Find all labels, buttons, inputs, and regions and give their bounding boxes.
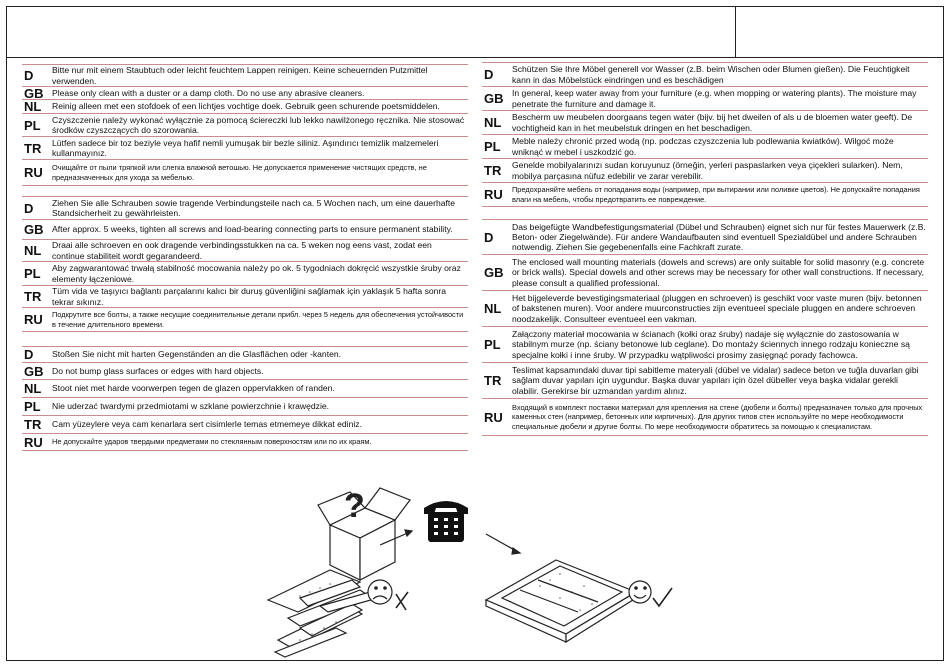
instruction-text: Please only clean with a duster or a damp cloth. Do no use any abrasive cleaners. (52, 87, 365, 98)
lang-code: TR (24, 289, 42, 304)
lang-code: PL (24, 399, 41, 414)
lang-code: PL (484, 139, 501, 154)
lang-code: D (484, 229, 494, 245)
instruction-text: Очищайте от пыли тряпкой или слегка влажной ветошью. Не допускается применение чистящих средств, не предназначенных для ухода за мебелью. (52, 163, 427, 182)
lang-code: RU (484, 409, 503, 425)
lang-code: PL (24, 266, 41, 281)
instruction-text: Het bijgeleverde bevestigingsmateriaal (pluggen en schroeven) is geschikt voor vaste muren (bijv. betonnen of bakstenen muren). Voor andere muurconstructies zijn eventueel speciale pluggen en andere schroeven noodzakelijk. Consulteer eventueel een vakman. (512, 293, 922, 324)
lang-code: GB (24, 363, 44, 379)
lang-code: D (24, 347, 34, 362)
lang-code: RU (484, 187, 503, 202)
instruction-text: Genelde mobilyalarınızı sudan koruyunuz (örneğin, yerleri paspaslarken veya çiçekleri sularken). Nem, mobilya parçasına nüfuz edebilir ve zarar verebilir. (512, 160, 903, 181)
lang-code: NL (484, 301, 502, 316)
lang-code: TR (24, 140, 42, 156)
sad-face-icon (368, 580, 392, 604)
instruction-text: Lütfen sadece bir toz beziyle veya hafif nemli yumuşak bir bezle siliniz. Aşındırıcı temizlik malzemeleri kullanmayınız. (52, 137, 439, 158)
instruction-text: Załączony materiał mocowania w ścianach (kołki oraz śruby) nadaje się wyłącznie do zastosowania w stabilnym murze (np. ściany betonowe lub ceglane). Do montaży ściennych innego rodzaju konieczne są specjalne kołki i inne śruby. W przypadku wątpliwości prosimy zasięgnąć porady fachowca. (512, 329, 910, 360)
lang-code: RU (24, 165, 43, 180)
instruction-text: Do not bump glass surfaces or edges with hard objects. (52, 365, 264, 376)
instruction-text: The enclosed wall mounting materials (dowels and screws) are only suitable for solid masonry (e.g. concrete or brick walls). Special dowels and other screws may be necessary for other wall constructions. If necessary, please consult a qualified professional. (512, 257, 925, 288)
instruction-text: Meble należy chronić przed wodą (np. podczas czyszczenia lub podlewania kwiatków). Wilgoć może wniknąć w mebel i uszkodzić go. (512, 136, 894, 157)
cross-mark-icon (396, 592, 408, 610)
question-mark-icon: ? (344, 487, 365, 525)
lang-code: GB (484, 265, 504, 280)
instruction-text: Draai alle schroeven en ook dragende verbindingsstukken na ca. 5 weken nog eens vast, zodat een continue stabiliteit wordt gegarandeerd. (52, 240, 432, 261)
check-mark-icon (653, 588, 672, 606)
lang-code: NL (24, 381, 42, 396)
lang-code: D (24, 200, 34, 216)
instruction-text: Подкрутите все болты, а также несущие соединительные детали прибл. через 5 недель для обеспечения устойчивости в течение длительного времени. (52, 310, 464, 329)
lang-code: TR (24, 417, 42, 432)
lang-code: NL (24, 243, 42, 258)
instruction-text: Stoot niet met harde voorwerpen tegen de glazen oppervlakken of randen. (52, 383, 335, 394)
instruction-text: Входящий в комплект поставки материал для крепления на стене (дюбели и болты) предназначен только для прочных каменных стен (например, бетонных или кирпичных). Для других типов стен используйте по мере необходимости специальные дюбели и другие болты. По мере необходимости обратитесь за помощью к специалистам. (512, 402, 923, 431)
telephone-icon (424, 501, 468, 542)
instruction-text: Cam yüzeylere veya cam kenarlara sert cisimlerle temas etmemeye dikkat ediniz. (52, 419, 362, 430)
instruction-text: Предохраняйте мебель от попадания воды (например, при вытирании или поливке цветов). Не допускайте попадания влаги на мебель, чтобы предотвратить ее повреждение. (512, 185, 920, 204)
instruction-text: Reinig alleen met een stofdoek of een lichtjes vochtige doek. Gebruik geen schurende poetsmiddelen. (52, 101, 440, 112)
lang-code: TR (484, 373, 502, 388)
instruction-text: Ziehen Sie alle Schrauben sowie tragende Verbindungsteile nach ca. 5 Wochen nach, um eine dauerhafte Standsicherheit zu gewährleisten. (52, 197, 456, 218)
lang-code: GB (484, 91, 504, 106)
arrow-icon (486, 534, 520, 554)
instruction-text: Aby zagwarantować trwałą stabilność mocowania należy po ok. 5 tygodniach dokręcić wszystkie śruby oraz elementy łączeniowe. (52, 263, 461, 284)
instruction-text: Bescherm uw meubelen doorgaans tegen water (bijv. bij het dweilen of als u de bloemen water geeft). De vochtigheid kan in het meubelstuk dringen en het beschadigen. (512, 112, 913, 133)
instruction-text: Tüm vida ve taşıyıcı bağlantı parçalarını kalıcı bir duruş güvenliğini sağlamak için yaklaşık 5 hafta sonra tekrar sıkınız. (52, 286, 447, 307)
lang-code: RU (24, 312, 43, 327)
lang-code: GB (24, 85, 44, 101)
loose-panels-icon (268, 570, 378, 657)
lang-code: TR (484, 163, 502, 178)
lang-code: GB (24, 222, 44, 237)
assembled-panels-icon (486, 560, 636, 642)
instruction-text: Stoßen Sie nicht mit harten Gegenständen an die Glasflächen oder -kanten. (52, 349, 342, 360)
instruction-text: In general, keep water away from your furniture (e.g. when mopping or watering plants). The moisture may penetrate the furniture and damage it. (512, 88, 917, 109)
instruction-text: After approx. 5 weeks, tighten all screws and load-bearing connecting parts to ensure permanent stability. (52, 224, 453, 235)
lang-code: NL (24, 99, 42, 114)
instruction-text: Bitte nur mit einem Staubtuch oder leicht feuchtem Lappen reinigen. Keine scheuernden Putzmittel verwenden. (52, 65, 428, 86)
lang-code: D (484, 67, 494, 82)
instruction-text: Czyszczenie należy wykonać wyłącznie za pomocą ściereczki lub lekko nawilżonego ręcznika. Nie stosować środków czyszczących do szorowania. (52, 114, 465, 135)
lang-code: RU (24, 434, 43, 450)
lang-code: PL (24, 117, 41, 133)
instruction-text: Das beigefügte Wandbefestigungsmaterial (Dübel und Schrauben) eignet sich nur für festes Mauerwerk (z.B. Beton- oder Ziegelwände). Für andere Wandaufbauten sind eventuell Spezialdübel und andere Schrauben notwendig. Ziehen Sie gegebenenfalls eine Fachkraft zurate. (512, 221, 926, 253)
instruction-text: Nie uderzać twardymi przedmiotami w szklane powierzchnie i krawędzie. (52, 401, 330, 412)
lang-code: NL (484, 115, 502, 130)
lang-code: PL (484, 337, 501, 352)
happy-face-icon (629, 581, 651, 603)
lang-code: D (24, 68, 34, 83)
instruction-text: Не допускайте ударов твердыми предметами по стеклянным поверхностям или по их краям. (52, 437, 372, 447)
instruction-text: Teslimat kapsamındaki duvar tipi sabitleme materyali (dübel ve vidalar) sadece beton ve tuğla duvarlan gibi sağlam duvar yapıları için uygundur. Başka duvar yapıları için özel dübeller veya başka vidalar gerekli olabilir. Gerekirse bir uzmandan yardım alınız. (512, 365, 919, 396)
instruction-text: Schützen Sie Ihre Möbel generell vor Wasser (z.B. beim Wischen oder Blumen gießen). Die Feuchtigkeit kann in das Möbelstück eindringen und es beschädigen (512, 64, 910, 85)
